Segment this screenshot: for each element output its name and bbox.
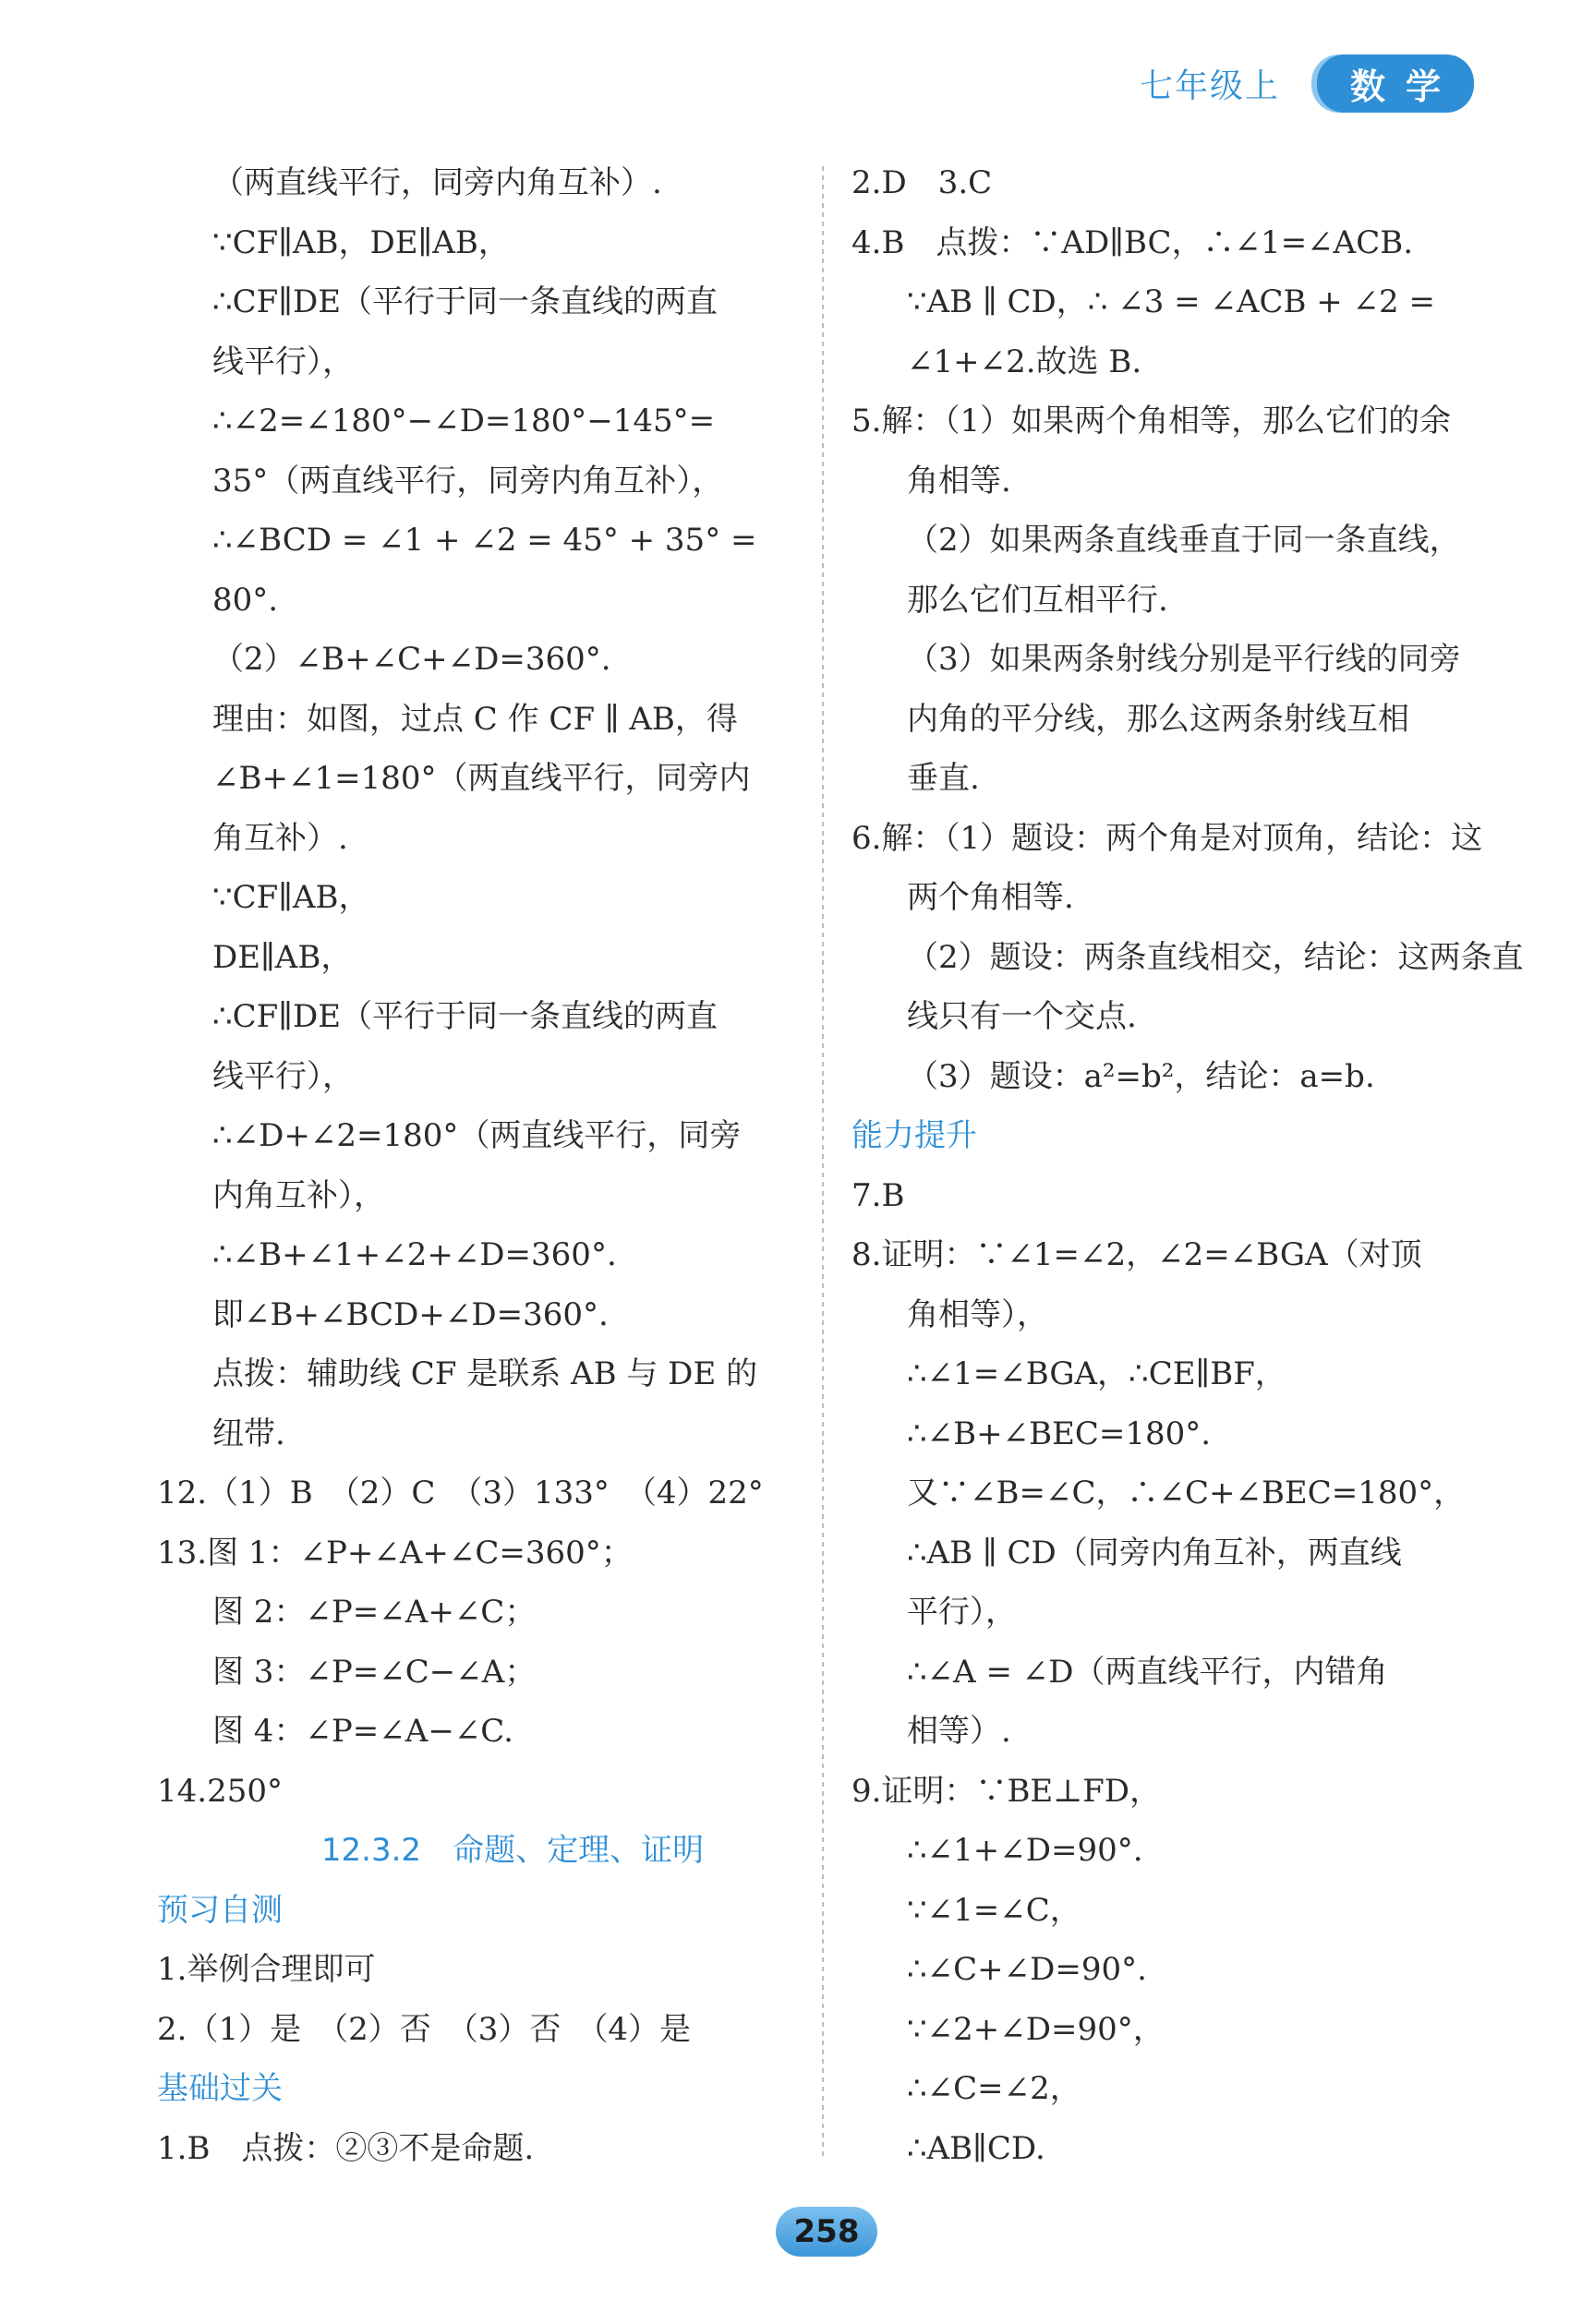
text-line: 两个角相等. (907, 879, 1074, 916)
right-column (851, 153, 1524, 2178)
text-line: ∴AB ∥ CD（同旁内角互补，两直线 (907, 1534, 1402, 1571)
text-line: ∴CF∥DE（平行于同一条直线的两直 (212, 283, 719, 320)
text-line: 2.D 3.C (851, 164, 993, 201)
text-line: 2.（1）是 （2）否 （3）否 （4）是 (157, 2010, 691, 2048)
text-line: ∴∠2=∠180°−∠D=180°−145°= (212, 403, 716, 440)
page-number: 258 (776, 2207, 877, 2257)
left-column (157, 153, 803, 2178)
text-line: 6.解：（1）题设：两个角是对顶角，结论：这 (851, 819, 1483, 857)
text-line: ∵∠2+∠D=90°， (907, 2010, 1165, 2048)
text-line: 14.250° (157, 1772, 283, 1810)
text-line: 35°（两直线平行，同旁内角互补）， (212, 462, 724, 500)
text-line: 平行）， (907, 1594, 1017, 1631)
section-heading: 能力提升 (851, 1117, 977, 1154)
text-line: ∴∠B+∠BEC=180°. (907, 1415, 1212, 1452)
text-line: 线平行）， (212, 1057, 354, 1095)
text-line: 12.（1）B （2）C （3）133° （4）22° (157, 1475, 764, 1511)
text-line: ∠1+∠2.故选 B. (907, 343, 1142, 380)
text-line: ∴∠BCD = ∠1 + ∠2 = 45° + 35° = (212, 522, 757, 559)
text-line: （2）如果两条直线垂直于同一条直线， (907, 522, 1461, 559)
text-line: ∵∠1=∠C， (907, 1891, 1081, 1929)
text-line: （2）题设：两条直线相交，结论：这两条直 (907, 938, 1524, 976)
section-heading: 预习自测 (157, 1891, 283, 1929)
text-line: ∴∠A = ∠D（两直线平行，内错角 (907, 1653, 1388, 1691)
text-line: 9.证明：∵BE⊥FD， (851, 1772, 1162, 1810)
text-line: 角相等. (907, 462, 1011, 500)
column-divider (822, 166, 824, 2161)
text-line: 80°. (212, 581, 279, 619)
text-line: 角相等）， (907, 1295, 1048, 1333)
text-line: ∵AB ∥ CD，∴ ∠3 = ∠ACB + ∠2 = (907, 283, 1435, 320)
text-line: 图 4：∠P=∠A−∠C. (212, 1713, 513, 1750)
text-line: ∴CF∥DE（平行于同一条直线的两直 (212, 998, 719, 1035)
text-line: ∴∠1=∠BGA，∴CE∥BF， (907, 1355, 1286, 1392)
section-heading: 基础过关 (157, 2070, 283, 2107)
text-line: ∴∠B+∠1+∠2+∠D=360°. (212, 1236, 617, 1273)
text-line: 1.举例合理即可 (157, 1951, 376, 1988)
grade-label: 七年级上 (1139, 66, 1280, 105)
text-line: ∴AB∥CD. (907, 2129, 1045, 2167)
text-line: 垂直. (907, 760, 980, 797)
text-line: 5.解：（1）如果两个角相等，那么它们的余 (851, 403, 1452, 440)
text-line: 线平行）， (212, 343, 354, 380)
text-line: 1.B 点拨：②③不是命题. (157, 2129, 535, 2167)
text-line: 即∠B+∠BCD+∠D=360°. (212, 1295, 609, 1333)
text-line: 那么它们互相平行. (907, 581, 1168, 619)
text-line: ∠B+∠1=180°（两直线平行，同旁内 (212, 760, 751, 797)
text-line: ∵CF∥AB， (212, 879, 370, 916)
text-line: 理由：如图，过点 C 作 CF ∥ AB，得 (212, 700, 738, 738)
text-line: 13.图 1：∠P+∠A+∠C=360°； (157, 1534, 633, 1571)
text-line: 4.B 点拨：∵AD∥BC，∴∠1=∠ACB. (851, 223, 1414, 261)
text-line: （2）∠B+∠C+∠D=360°. (212, 641, 611, 678)
text-line: （3）题设：a²=b²，结论：a=b. (907, 1057, 1375, 1095)
section-heading: 12.3.2 命题、定理、证明 (320, 1832, 705, 1869)
text-line: 又∵∠B=∠C，∴∠C+∠BEC=180°， (907, 1475, 1466, 1511)
text-line: DE∥AB， (212, 938, 353, 976)
text-line: （3）如果两条射线分别是平行线的同旁 (907, 641, 1461, 678)
text-line: 相等）. (907, 1713, 1011, 1750)
text-line: 点拨：辅助线 CF 是联系 AB 与 DE 的 (212, 1355, 758, 1392)
text-line: ∴∠D+∠2=180°（两直线平行，同旁 (212, 1117, 742, 1154)
text-line: （两直线平行，同旁内角互补）. (212, 164, 662, 201)
subject-badge: 数学 (1317, 54, 1474, 113)
text-line: ∵CF∥AB，DE∥AB， (212, 223, 510, 261)
text-line: 内角的平分线，那么这两条射线互相 (907, 700, 1409, 738)
text-line: 7.B (851, 1176, 905, 1214)
text-line: ∴∠C=∠2， (907, 2070, 1081, 2107)
text-line: 图 2：∠P=∠A+∠C； (212, 1594, 537, 1631)
text-line: 图 3：∠P=∠C−∠A； (212, 1653, 537, 1691)
text-line: 角互补）. (212, 819, 348, 857)
text-line: ∴∠1+∠D=90°. (907, 1832, 1143, 1869)
text-line: 线只有一个交点. (907, 998, 1137, 1035)
text-line: 纽带. (212, 1415, 285, 1452)
text-line: 8.证明：∵∠1=∠2，∠2=∠BGA（对顶 (851, 1236, 1422, 1273)
text-line: 内角互补）， (212, 1176, 385, 1214)
page-header (1140, 55, 1474, 111)
text-line: ∴∠C+∠D=90°. (907, 1951, 1147, 1988)
